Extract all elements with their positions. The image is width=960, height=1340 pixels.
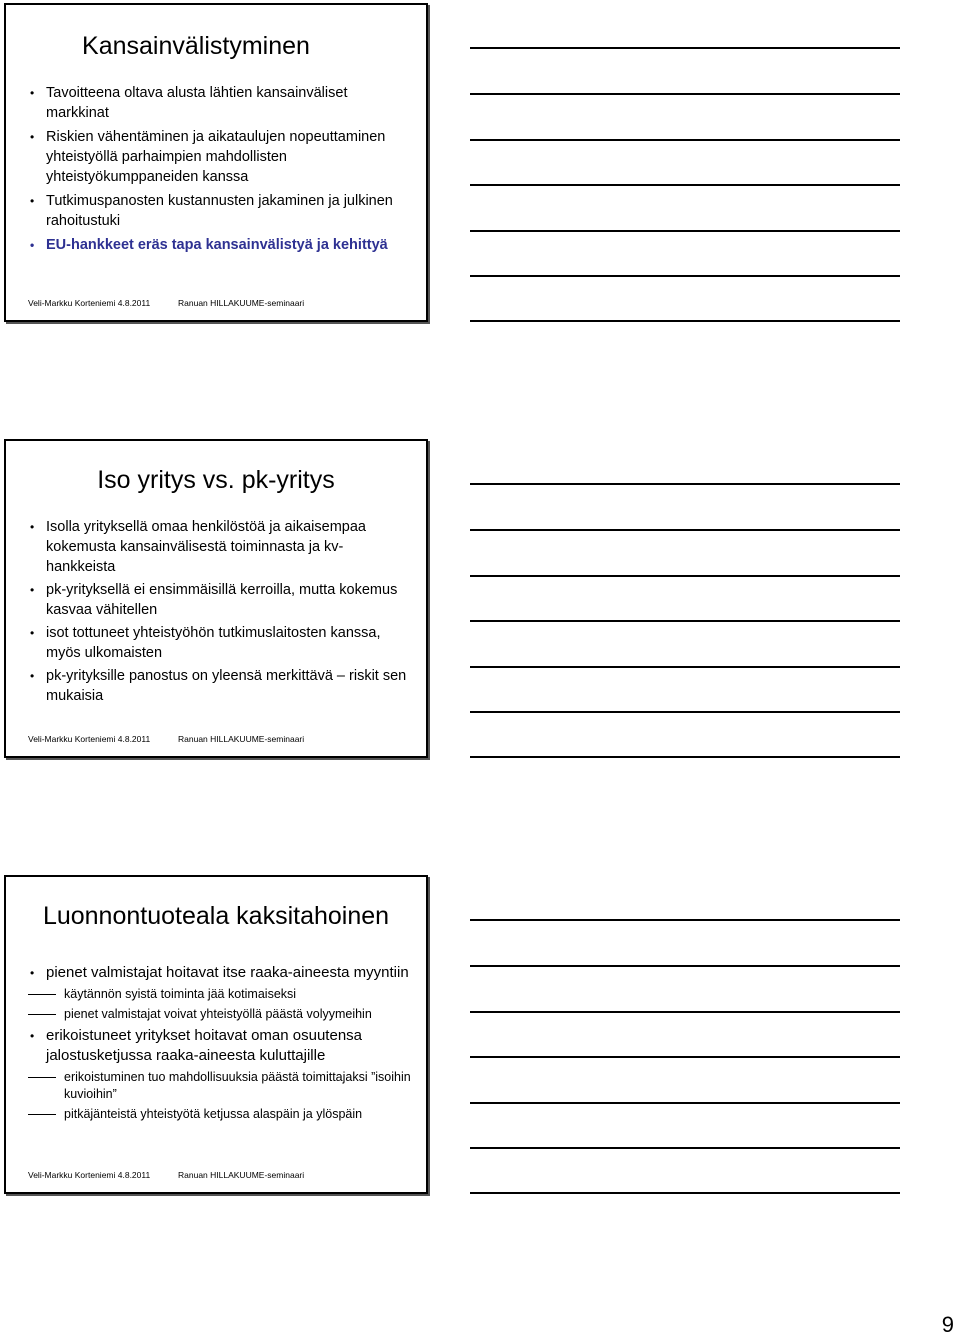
bullet-icon: • <box>30 238 35 252</box>
slide-2 <box>4 439 428 758</box>
note-line <box>470 230 900 232</box>
note-line <box>470 1192 900 1194</box>
slide-1 <box>4 3 428 322</box>
bullet-icon: • <box>30 130 35 144</box>
sub-bullet-item <box>28 1106 420 1123</box>
slide-footer <box>28 734 304 744</box>
bullet-icon: • <box>30 1029 35 1043</box>
bullet-list <box>28 517 408 709</box>
note-line <box>470 666 900 668</box>
bullet-text: pitkäjänteistä yhteistyötä ketjussa alaspäin ja ylöspäin <box>64 1107 363 1121</box>
note-line <box>470 965 900 967</box>
slide-footer <box>28 298 304 308</box>
note-line <box>470 1102 900 1104</box>
bullet-item <box>28 83 408 123</box>
footer-event: Ranuan HILLAKUUME-seminaari <box>178 1170 305 1180</box>
dash-icon <box>28 1077 56 1078</box>
slide-footer <box>28 1170 304 1180</box>
bullet-item <box>28 517 408 577</box>
note-line <box>470 184 900 186</box>
bullet-item <box>28 963 420 983</box>
slide-title: Kansainvälistyminen <box>82 32 310 60</box>
note-line <box>470 711 900 713</box>
bullet-item <box>28 191 408 231</box>
bullet-list <box>28 83 408 259</box>
note-line <box>470 575 900 577</box>
dash-icon <box>28 1114 56 1115</box>
note-line <box>470 1011 900 1013</box>
footer-author: Veli-Markku Korteniemi 4.8.2011 <box>28 298 151 308</box>
slide-title: Luonnontuoteala kaksitahoinen <box>42 902 390 930</box>
sub-bullet-item <box>28 1069 420 1103</box>
bullet-text: Tavoitteena oltava alusta lähtien kansainväliset markkinat <box>46 85 348 121</box>
note-line <box>470 1147 900 1149</box>
footer-author: Veli-Markku Korteniemi 4.8.2011 <box>28 1170 151 1180</box>
note-line <box>470 483 900 485</box>
footer-author: Veli-Markku Korteniemi 4.8.2011 <box>28 734 151 744</box>
bullet-item <box>28 1026 420 1066</box>
note-line <box>470 320 900 322</box>
slide-3 <box>4 875 428 1194</box>
sub-bullet-item <box>28 1006 420 1023</box>
bullet-icon: • <box>30 86 35 100</box>
note-line <box>470 1056 900 1058</box>
bullet-text: erikoistuminen tuo mahdollisuuksia päästä toimittajaksi ”isoihin kuvioihin” <box>64 1070 411 1101</box>
sub-bullet-item <box>28 986 420 1003</box>
bullet-text: pk-yrityksille panostus on yleensä merkittävä – riskit sen mukaisia <box>46 668 407 704</box>
dash-icon <box>28 1014 56 1015</box>
bullet-text: erikoistuneet yritykset hoitavat oman osuutensa jalostusketjussa raaka-aineesta kuluttajille <box>46 1027 363 1064</box>
page-number: 9 <box>941 1312 954 1337</box>
bullet-text: Riskien vähentäminen ja aikataulujen nopeuttaminen yhteistyöllä parhaimpien mahdollisten yhteistyökumppaneiden kanssa <box>46 129 386 185</box>
note-line <box>470 275 900 277</box>
note-line <box>470 919 900 921</box>
note-line <box>470 529 900 531</box>
bullet-icon: • <box>30 669 35 683</box>
bullet-icon: • <box>30 583 35 597</box>
bullet-icon: • <box>30 520 35 534</box>
bullet-text: pienet valmistajat hoitavat itse raaka-aineesta myyntiin <box>46 964 409 981</box>
footer-event: Ranuan HILLAKUUME-seminaari <box>178 734 305 744</box>
dash-icon <box>28 994 56 995</box>
bullet-list <box>28 963 420 1126</box>
bullet-icon: • <box>30 626 35 640</box>
note-line <box>470 756 900 758</box>
slide-title: Iso yritys vs. pk-yritys <box>97 466 335 494</box>
note-line <box>470 93 900 95</box>
bullet-text: EU-hankkeet eräs tapa kansainvälistyä ja kehittyä <box>46 237 388 253</box>
bullet-item <box>28 127 408 187</box>
bullet-text: isot tottuneet yhteistyöhön tutkimuslaitosten kanssa, myös ulkomaisten <box>46 625 381 661</box>
bullet-item <box>28 623 408 663</box>
bullet-item <box>28 580 408 620</box>
bullet-text: pk-yrityksellä ei ensimmäisillä kerroilla, mutta kokemus kasvaa vähitellen <box>46 582 398 618</box>
bullet-item-emphasis <box>28 235 408 255</box>
bullet-text: Isolla yrityksellä omaa henkilöstöä ja aikaisempaa kokemusta kansainvälisestä toiminnasta ja kv-hankkeista <box>46 519 366 575</box>
note-line <box>470 47 900 49</box>
bullet-icon: • <box>30 194 35 208</box>
bullet-text: Tutkimuspanosten kustannusten jakaminen ja julkinen rahoitustuki <box>46 193 393 229</box>
bullet-text: pienet valmistajat voivat yhteistyöllä päästä volyymeihin <box>64 1007 372 1021</box>
note-line <box>470 139 900 141</box>
bullet-text: käytännön syistä toiminta jää kotimaiseksi <box>64 987 297 1001</box>
bullet-item <box>28 666 408 706</box>
bullet-icon: • <box>30 966 35 980</box>
note-line <box>470 620 900 622</box>
footer-event: Ranuan HILLAKUUME-seminaari <box>178 298 305 308</box>
